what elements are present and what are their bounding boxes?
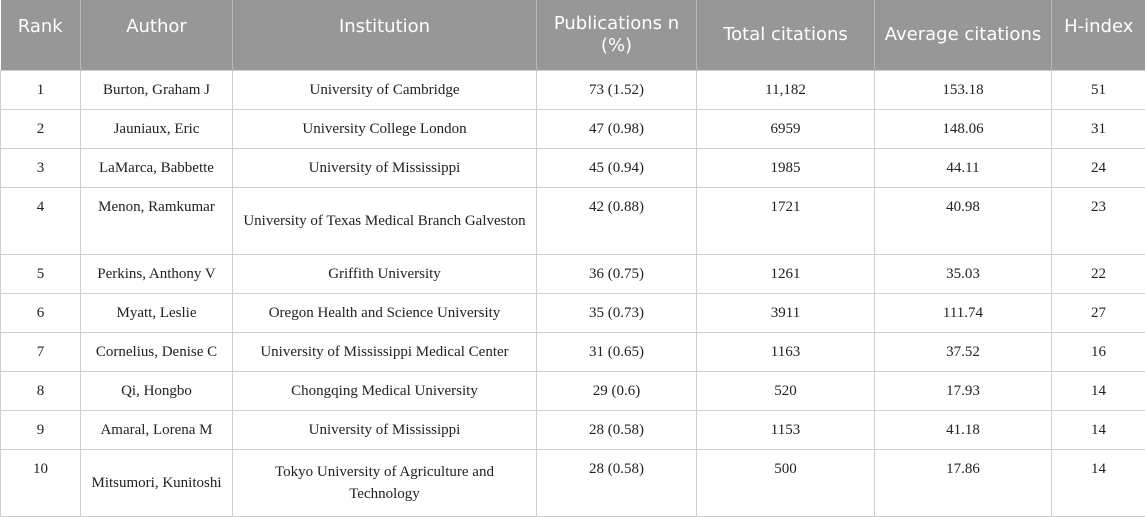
cell-publications: 31 (0.65) bbox=[537, 333, 697, 372]
cell-institution: University of Mississippi bbox=[233, 411, 537, 450]
cell-institution: University of Mississippi bbox=[233, 149, 537, 188]
cell-publications: 35 (0.73) bbox=[537, 294, 697, 333]
cell-average-citations: 37.52 bbox=[875, 333, 1052, 372]
cell-h-index: 31 bbox=[1052, 110, 1145, 149]
header-h-index: H-index bbox=[1052, 0, 1145, 71]
cell-institution: Chongqing Medical University bbox=[233, 372, 537, 411]
cell-author: Cornelius, Denise C bbox=[81, 333, 233, 372]
cell-average-citations: 35.03 bbox=[875, 255, 1052, 294]
cell-institution: Griffith University bbox=[233, 255, 537, 294]
cell-total-citations: 3911 bbox=[697, 294, 875, 333]
table-row bbox=[1, 450, 1145, 517]
cell-average-citations: 40.98 bbox=[875, 188, 1052, 255]
cell-institution: University of Mississippi Medical Center bbox=[233, 333, 537, 372]
table-header bbox=[1, 0, 1145, 71]
cell-rank: 1 bbox=[1, 71, 81, 110]
table-row bbox=[1, 255, 1145, 294]
cell-institution: Oregon Health and Science University bbox=[233, 294, 537, 333]
cell-institution: University College London bbox=[233, 110, 537, 149]
cell-h-index: 23 bbox=[1052, 188, 1145, 255]
cell-publications: 45 (0.94) bbox=[537, 149, 697, 188]
cell-author: Perkins, Anthony V bbox=[81, 255, 233, 294]
cell-author: LaMarca, Babbette bbox=[81, 149, 233, 188]
cell-publications: 28 (0.58) bbox=[537, 411, 697, 450]
header-rank: Rank bbox=[1, 0, 81, 71]
cell-h-index: 51 bbox=[1052, 71, 1145, 110]
cell-rank: 2 bbox=[1, 110, 81, 149]
cell-total-citations: 11,182 bbox=[697, 71, 875, 110]
cell-publications: 36 (0.75) bbox=[537, 255, 697, 294]
header-average-citations: Average citations bbox=[875, 0, 1052, 71]
cell-author: Jauniaux, Eric bbox=[81, 110, 233, 149]
table-row bbox=[1, 333, 1145, 372]
cell-total-citations: 1153 bbox=[697, 411, 875, 450]
cell-average-citations: 41.18 bbox=[875, 411, 1052, 450]
cell-average-citations: 17.93 bbox=[875, 372, 1052, 411]
cell-institution: Tokyo University of Agriculture and Technology bbox=[233, 450, 537, 517]
table-row bbox=[1, 294, 1145, 333]
cell-total-citations: 6959 bbox=[697, 110, 875, 149]
cell-rank: 5 bbox=[1, 255, 81, 294]
cell-total-citations: 520 bbox=[697, 372, 875, 411]
cell-publications: 47 (0.98) bbox=[537, 110, 697, 149]
cell-average-citations: 153.18 bbox=[875, 71, 1052, 110]
header-total-citations: Total citations bbox=[697, 0, 875, 71]
table-row bbox=[1, 372, 1145, 411]
cell-total-citations: 500 bbox=[697, 450, 875, 517]
header-institution: Institution bbox=[233, 0, 537, 71]
cell-rank: 8 bbox=[1, 372, 81, 411]
cell-h-index: 14 bbox=[1052, 372, 1145, 411]
cell-author: Mitsumori, Kunitoshi bbox=[81, 450, 233, 517]
table-row bbox=[1, 149, 1145, 188]
cell-author: Amaral, Lorena M bbox=[81, 411, 233, 450]
cell-publications: 29 (0.6) bbox=[537, 372, 697, 411]
cell-total-citations: 1985 bbox=[697, 149, 875, 188]
cell-h-index: 22 bbox=[1052, 255, 1145, 294]
cell-h-index: 24 bbox=[1052, 149, 1145, 188]
cell-h-index: 16 bbox=[1052, 333, 1145, 372]
cell-h-index: 14 bbox=[1052, 411, 1145, 450]
table-row bbox=[1, 71, 1145, 110]
cell-h-index: 27 bbox=[1052, 294, 1145, 333]
cell-author: Menon, Ramkumar bbox=[81, 188, 233, 255]
cell-institution: University of Cambridge bbox=[233, 71, 537, 110]
cell-h-index: 14 bbox=[1052, 450, 1145, 517]
cell-average-citations: 44.11 bbox=[875, 149, 1052, 188]
cell-average-citations: 17.86 bbox=[875, 450, 1052, 517]
cell-total-citations: 1721 bbox=[697, 188, 875, 255]
table-body bbox=[1, 71, 1145, 517]
cell-rank: 6 bbox=[1, 294, 81, 333]
cell-author: Myatt, Leslie bbox=[81, 294, 233, 333]
table-row bbox=[1, 110, 1145, 149]
cell-rank: 7 bbox=[1, 333, 81, 372]
cell-average-citations: 148.06 bbox=[875, 110, 1052, 149]
cell-institution: University of Texas Medical Branch Galveston bbox=[233, 188, 537, 255]
header-row bbox=[1, 0, 1145, 71]
cell-publications: 28 (0.58) bbox=[537, 450, 697, 517]
table-row bbox=[1, 188, 1145, 255]
table-row bbox=[1, 411, 1145, 450]
cell-rank: 9 bbox=[1, 411, 81, 450]
header-publications: Publications n (%) bbox=[537, 0, 697, 71]
cell-publications: 42 (0.88) bbox=[537, 188, 697, 255]
cell-total-citations: 1163 bbox=[697, 333, 875, 372]
cell-publications: 73 (1.52) bbox=[537, 71, 697, 110]
cell-author: Qi, Hongbo bbox=[81, 372, 233, 411]
cell-rank: 3 bbox=[1, 149, 81, 188]
cell-author: Burton, Graham J bbox=[81, 71, 233, 110]
cell-rank: 4 bbox=[1, 188, 81, 255]
cell-rank: 10 bbox=[1, 450, 81, 517]
cell-average-citations: 111.74 bbox=[875, 294, 1052, 333]
header-author: Author bbox=[81, 0, 233, 71]
cell-total-citations: 1261 bbox=[697, 255, 875, 294]
